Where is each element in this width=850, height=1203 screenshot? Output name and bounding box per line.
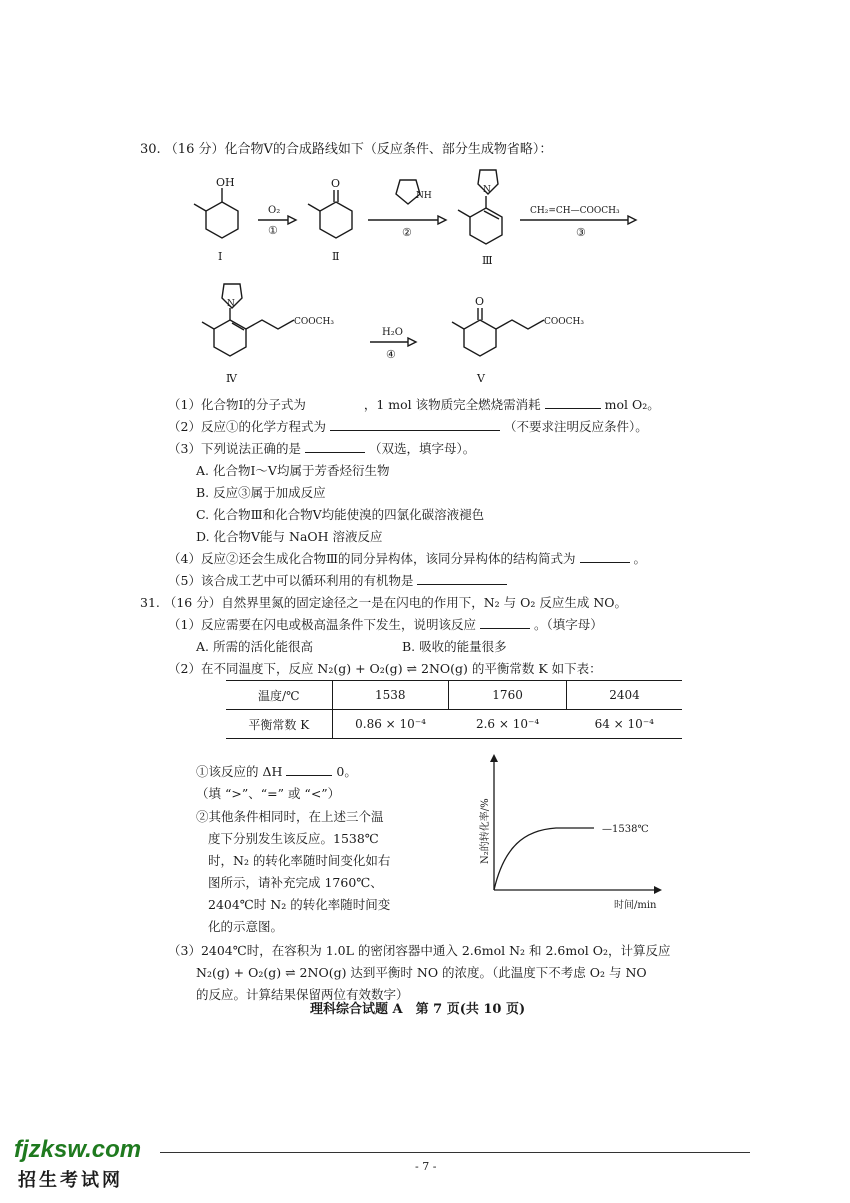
q31-part1-blank[interactable] — [286, 775, 332, 776]
compound-iv-structure — [202, 284, 334, 385]
table-row-k — [226, 710, 682, 739]
table-cell-k-2: 2.6 × 10⁻⁴ — [475, 717, 540, 731]
watermark-logo-url: fjzksw.com — [14, 1136, 142, 1163]
watermark-logo-cn: 招生考试网 — [18, 1170, 123, 1191]
reaction-3-number: ③ — [576, 226, 586, 239]
chart-ylabel: N₂的转化率/% — [480, 798, 491, 864]
compound-i-label: Ⅰ — [218, 250, 223, 263]
compound-v-o: O — [475, 295, 485, 308]
q31-heading: 31. （16 分）自然界里氮的固定途径之一是在闪电的作用下，N₂ 与 O₂ 反应生成 NO。 — [140, 595, 628, 610]
reaction-2-number: ② — [402, 226, 412, 239]
q30-sub5: （5）该合成工艺中可以循环利用的有机物是 — [168, 571, 507, 589]
reaction-1-reagent: O₂ — [268, 205, 281, 216]
table-cell-temp-2: 1760 — [449, 681, 567, 710]
compound-ii-o: O — [331, 177, 341, 190]
table-cell-temp-1: 1538 — [375, 688, 406, 702]
compound-iii-structure — [458, 170, 502, 267]
q30-sub2: （2）反应①的化学方程式为 （不要求注明反应条件）。 — [168, 419, 648, 434]
reaction-arrow-1 — [258, 205, 296, 237]
q30-sub3: （3）下列说法正确的是 （双选，填字母）。 — [168, 441, 476, 456]
page-footer-title: 理科综合试题 A 第 7 页(共 10 页) — [310, 1002, 526, 1017]
q31-sub3: （3）2404℃时，在容积为 1.0L 的密闭容器中通入 2.6mol N₂ 和 2.6mol O₂，计算反应 N₂(g) + O₂(g) ⇌ 2NO(g) 达到平衡时 NO 的浓度。（此温度下不考虑 O₂ 与 NO 的反应。计算结果保留两位有效数字） — [168, 943, 671, 1002]
q31-sub2: （2）在不同温度下，反应 N₂(g) + O₂(g) ⇌ 2NO(g) 的平衡常数 K 如下表： — [168, 661, 602, 676]
table-header-temperature: 温度/℃ — [226, 681, 332, 710]
compound-ii-label: Ⅱ — [332, 250, 340, 263]
chart-x-arrowhead — [654, 886, 662, 894]
q31-sub1-option-a: A. 所需的活化能很高 — [196, 639, 313, 654]
compound-iv-label: Ⅳ — [226, 372, 237, 385]
compound-iii-n: N — [483, 185, 491, 195]
synthesis-route-row2 — [180, 280, 610, 385]
q30-sub4-blank[interactable] — [580, 562, 630, 563]
compound-i-structure — [194, 176, 238, 263]
q30-sub2-blank[interactable] — [330, 430, 500, 431]
reaction-4-reagent: H₂O — [382, 327, 403, 338]
reaction-3-reagent: CH₂=CH—COOCH₃ — [530, 206, 620, 216]
table-cell-k-3: 64 × 10⁻⁴ — [594, 717, 654, 731]
equilibrium-table — [226, 680, 682, 739]
reaction-arrow-2 — [368, 180, 446, 239]
table-cell-k-1: 0.86 × 10⁻⁴ — [355, 717, 426, 731]
synthesis-route-row1 — [180, 168, 660, 268]
table-cell-temp-3: 2404 — [567, 681, 682, 710]
q30-sub1-blank[interactable] — [545, 408, 601, 409]
q30-option-d: D. 化合物Ⅴ能与 NaOH 溶液反应 — [196, 529, 383, 544]
chart-y-arrowhead — [490, 754, 498, 762]
q31-sub1: （1）反应需要在闪电或极高温条件下发生，说明该反应 。（填字母） — [168, 617, 603, 632]
chart-xlabel: 时间/min — [614, 900, 657, 911]
page-number: - 7 - — [415, 1160, 437, 1173]
pyrrolidine-nh: NH — [416, 191, 432, 201]
q30-option-b: B. 反应③属于加成反应 — [196, 485, 326, 500]
reaction-arrow-4 — [370, 327, 416, 361]
conversion-chart — [476, 752, 686, 912]
compound-v-label: Ⅴ — [477, 372, 485, 385]
q31-sub1-option-b: B. 吸收的能量很多 — [402, 639, 507, 654]
q31-part1-hint: （填 “>”、“=” 或 “<”） — [196, 786, 341, 801]
compound-ii-structure — [308, 177, 352, 263]
q30-sub1: （1）化合物Ⅰ的分子式为 ，1 mol 该物质完全燃烧需消耗 mol O₂。 — [168, 397, 660, 412]
q30-heading: 30. （16 分）化合物Ⅴ的合成路线如下（反应条件、部分生成物省略）： — [140, 142, 553, 157]
compound-i-oh: OH — [216, 176, 235, 189]
q31-sub1-blank[interactable] — [480, 628, 530, 629]
reaction-1-number: ① — [268, 224, 278, 237]
q30-sub3-blank[interactable] — [305, 452, 365, 453]
q30-sub5-blank[interactable] — [417, 584, 507, 585]
reaction-4-number: ④ — [386, 348, 396, 361]
q30-option-c: C. 化合物Ⅲ和化合物Ⅴ均能使溴的四氯化碳溶液褪色 — [196, 507, 485, 522]
q30-option-a: A. 化合物Ⅰ～Ⅴ均属于芳香烃衍生物 — [196, 463, 390, 478]
compound-iii-label: Ⅲ — [482, 254, 493, 267]
table-header-k: 平衡常数 K — [226, 710, 332, 739]
series-1538-label: —1538℃ — [602, 824, 649, 835]
q30-sub4: （4）反应②还会生成化合物Ⅲ的同分异构体，该同分异构体的结构简式为 。 — [168, 551, 646, 566]
compound-v-ester: COOCH₃ — [544, 317, 584, 327]
series-1538-curve — [494, 828, 594, 890]
q31-part1: ①该反应的 ΔH 0。 — [196, 764, 357, 779]
table-row-temperature — [226, 681, 682, 710]
q31-part2: ②其他条件相同时，在上述三个温 度下分别发生该反应。1538℃ 时，N₂ 的转化率随时间变化如右 图所示，请补充完成 1760℃、 2404℃时 N₂ 的转化率随时间变 化的示意图。 — [196, 809, 391, 934]
compound-iv-ester: COOCH₃ — [294, 317, 334, 327]
compound-iv-n: N — [227, 299, 235, 309]
compound-v-structure — [452, 295, 584, 385]
reaction-arrow-3 — [520, 206, 636, 239]
footer-divider — [160, 1152, 750, 1153]
